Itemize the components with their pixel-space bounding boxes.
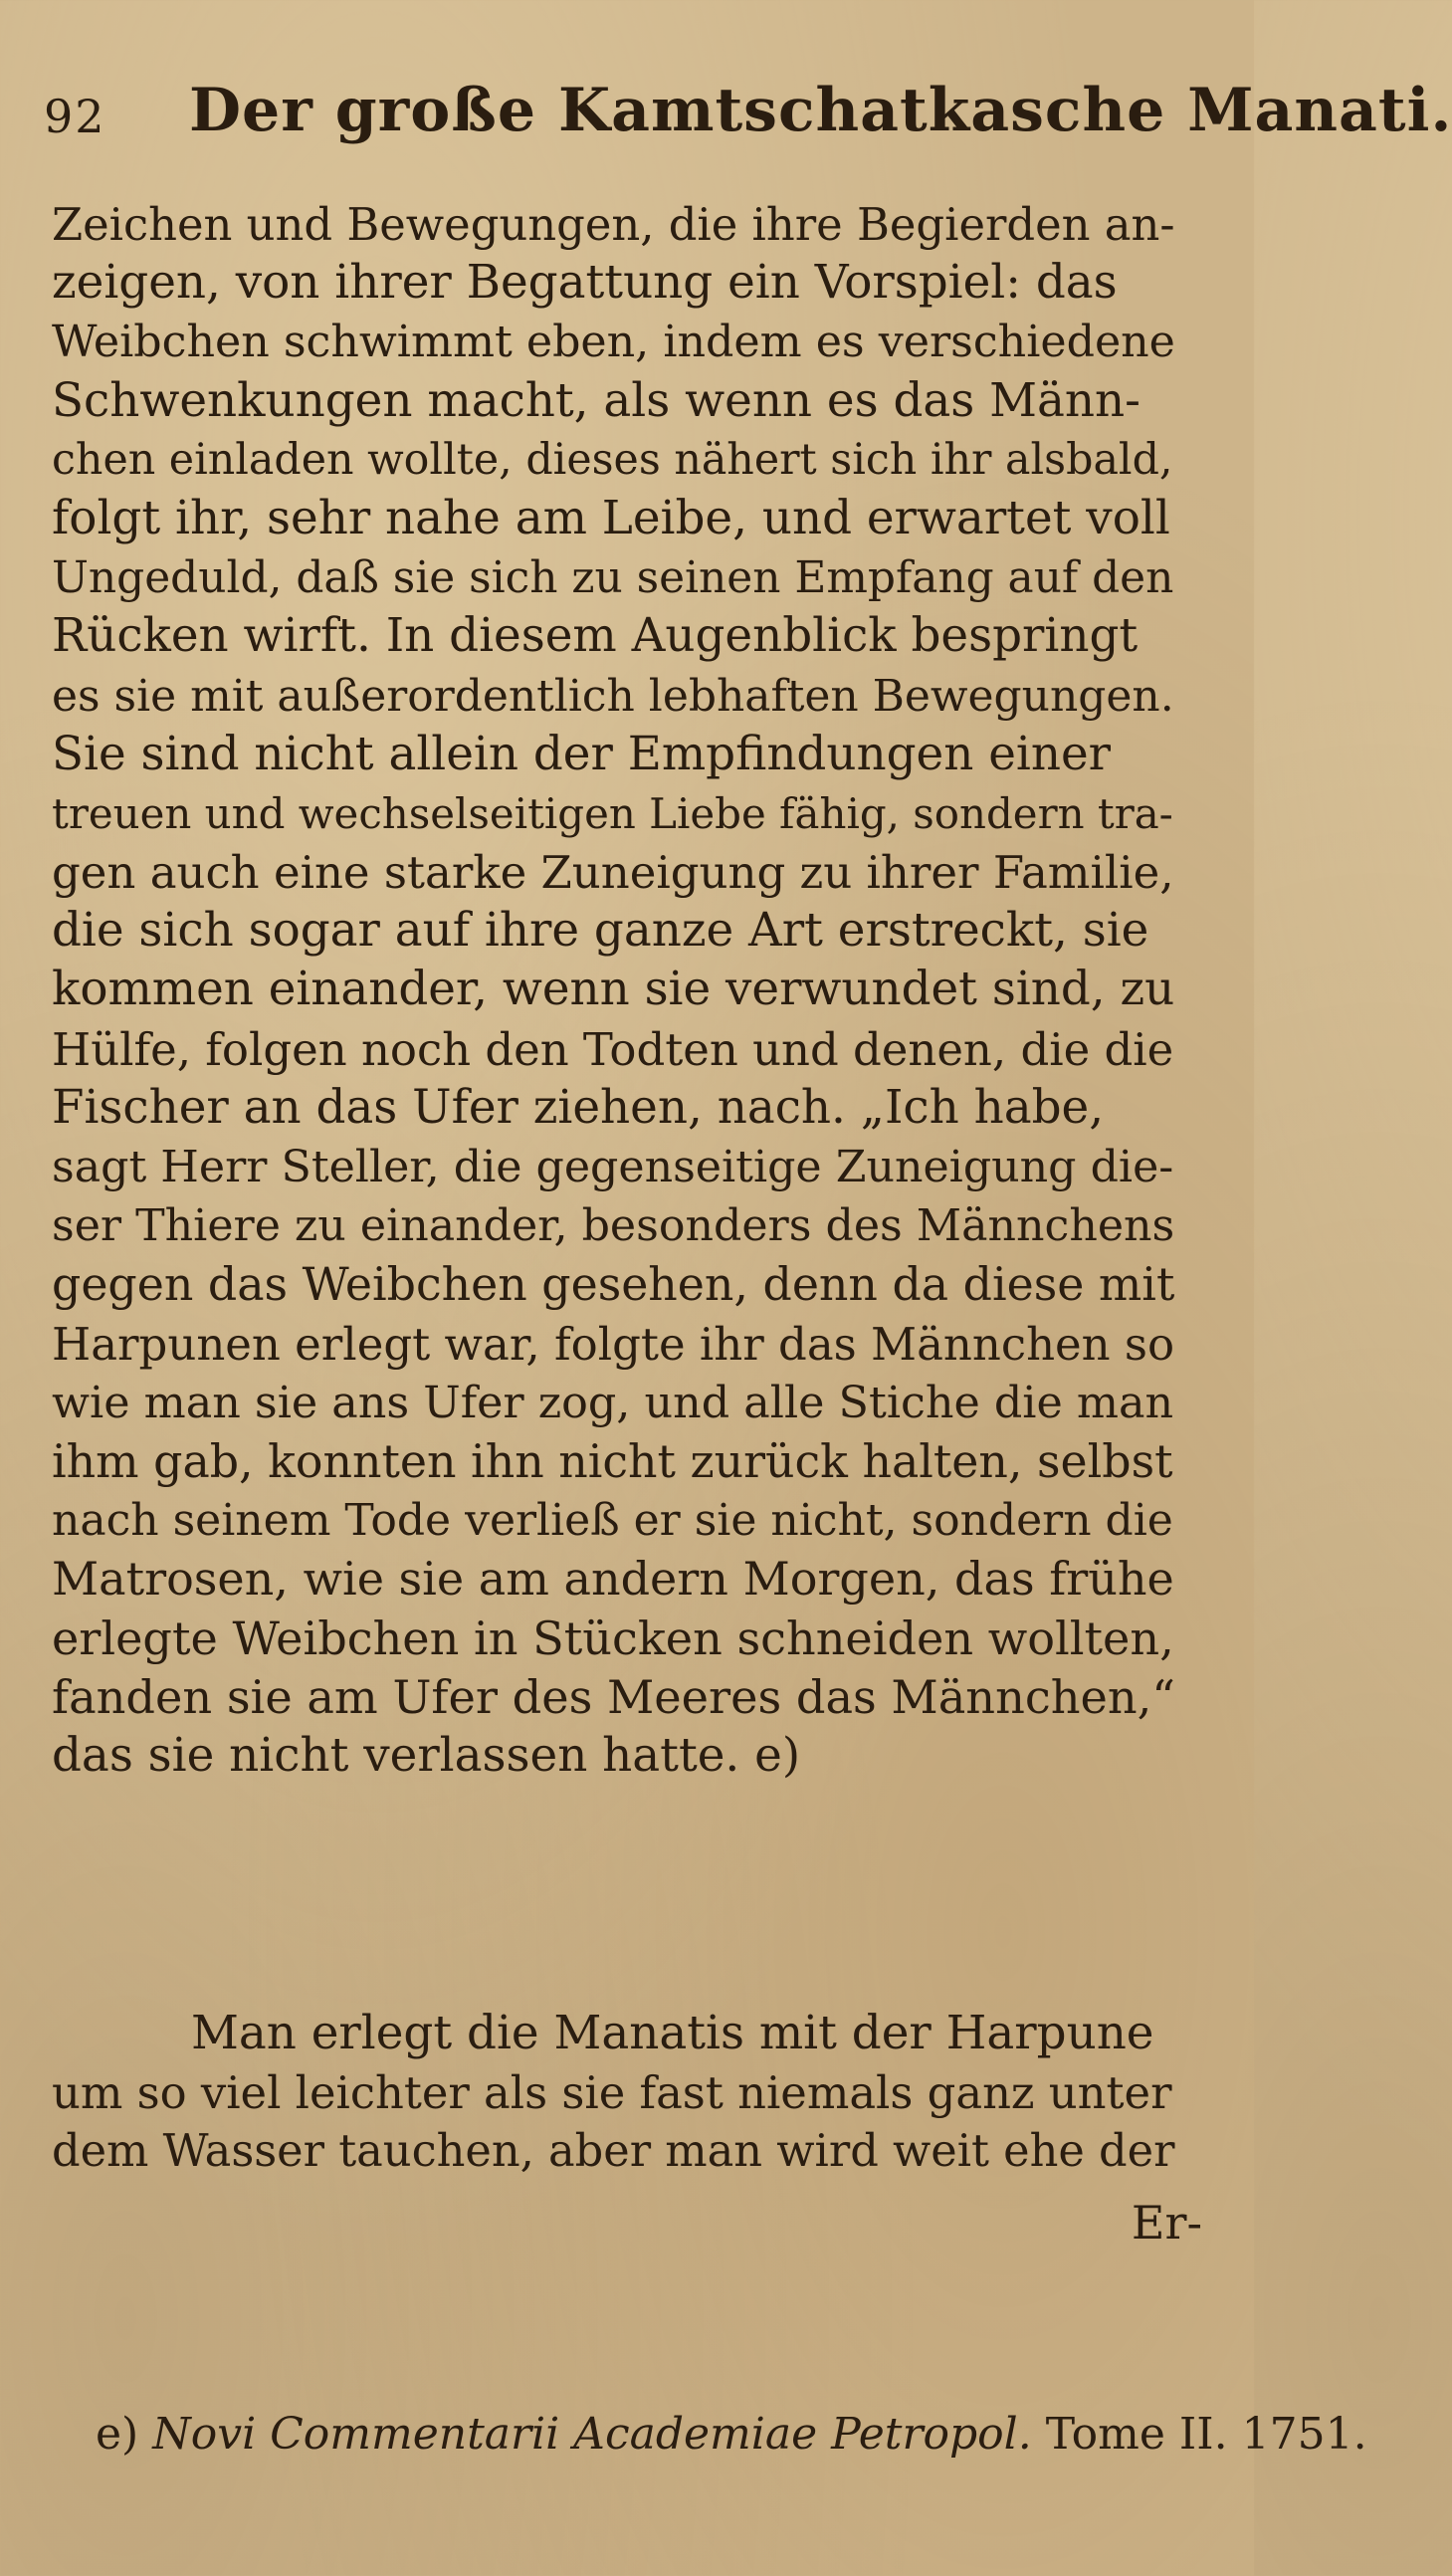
text-line: Fischer an das Ufer ziehen, nach. „Ich habe, <box>52 1080 1105 1135</box>
text-line: dem Wasser tauchen, aber man wird weit ehe der <box>52 2125 1175 2178</box>
text-line: wie man sie ans Ufer zog, und alle Stiche die man <box>52 1377 1174 1428</box>
text-line: Hülfe, folgen noch den Todten und denen, die die <box>52 1022 1174 1076</box>
footnote-mark: e) <box>96 2409 139 2460</box>
footnote-tome: Tome II. 1751. <box>1045 2409 1367 2460</box>
text-line: Weibchen schwimmt eben, indem es verschiedene <box>52 317 1175 368</box>
footnote <box>96 2409 1367 2460</box>
text-line: Ungeduld, daß sie sich zu seinen Empfang auf den <box>52 552 1174 604</box>
text-line: Rücken wirft. In diesem Augenblick bespringt <box>52 609 1139 664</box>
text-line: chen einladen wollte, dieses nähert sich ihr alsbald, <box>52 434 1173 485</box>
text-line: gen auch eine starke Zuneigung zu ihrer Familie, <box>52 846 1174 900</box>
text-line: um so viel leichter als sie fast niemals ganz unter <box>52 2066 1172 2120</box>
text-line: Schwenkungen macht, als wenn es das Männ- <box>52 373 1141 428</box>
text-line: folgt ihr, sehr nahe am Leibe, und erwartet voll <box>52 491 1170 545</box>
text-line: es sie mit außerordentlich lebhaften Bewegungen. <box>52 670 1174 722</box>
text-line: nach seinem Tode verließ er sie nicht, sondern die <box>52 1495 1173 1547</box>
text-line: gegen das Weibchen gesehen, denn da diese mit <box>52 1257 1175 1312</box>
text-line: sagt Herr Steller, die gegenseitige Zuneigung die- <box>52 1142 1174 1192</box>
text-line: kommen einander, wenn sie verwundet sind, zu <box>52 963 1175 1017</box>
text-line: Harpunen erlegt war, folgte ihr das Männchen so <box>52 1317 1175 1371</box>
footnote-citation: Novi Commentarii Academiae Petropol. <box>152 2409 1032 2460</box>
text-line: Sie sind nicht allein der Empfindungen einer <box>52 727 1111 781</box>
paragraph-1 <box>52 195 1226 1786</box>
text-line: zeigen, von ihrer Begattung ein Vorspiel: das <box>52 256 1118 311</box>
running-title: Der große Kamtschatkasche Manati. <box>189 76 1452 145</box>
text-line: ser Thiere zu einander, besonders des Männchens <box>52 1200 1175 1252</box>
text-line: Man erlegt die Manatis mit der Harpune <box>191 2007 1154 2060</box>
text-line: Matrosen, wie sie am andern Morgen, das frühe <box>52 1552 1174 1607</box>
text-line: das sie nicht verlassen hatte. e) <box>52 1728 801 1783</box>
text-line: erlegte Weibchen in Stücken schneiden wollten, <box>52 1610 1174 1665</box>
text-line: ihm gab, konnten ihn nicht zurück halten, selbst <box>52 1433 1173 1488</box>
paragraph-2 <box>52 2005 1226 2182</box>
text-line: die sich sogar auf ihre ganze Art erstreckt, sie <box>52 904 1149 959</box>
text-line: treuen und wechselseitigen Liebe fähig, sondern tra- <box>52 788 1173 838</box>
text-line: fanden sie am Ufer des Meeres das Männchen,“ <box>52 1669 1175 1724</box>
page-header <box>40 70 1452 159</box>
page-number: 92 <box>44 90 106 143</box>
catchword: Er- <box>1131 2196 1202 2250</box>
text-line: Zeichen und Bewegungen, die ihre Begierden an- <box>52 198 1175 251</box>
